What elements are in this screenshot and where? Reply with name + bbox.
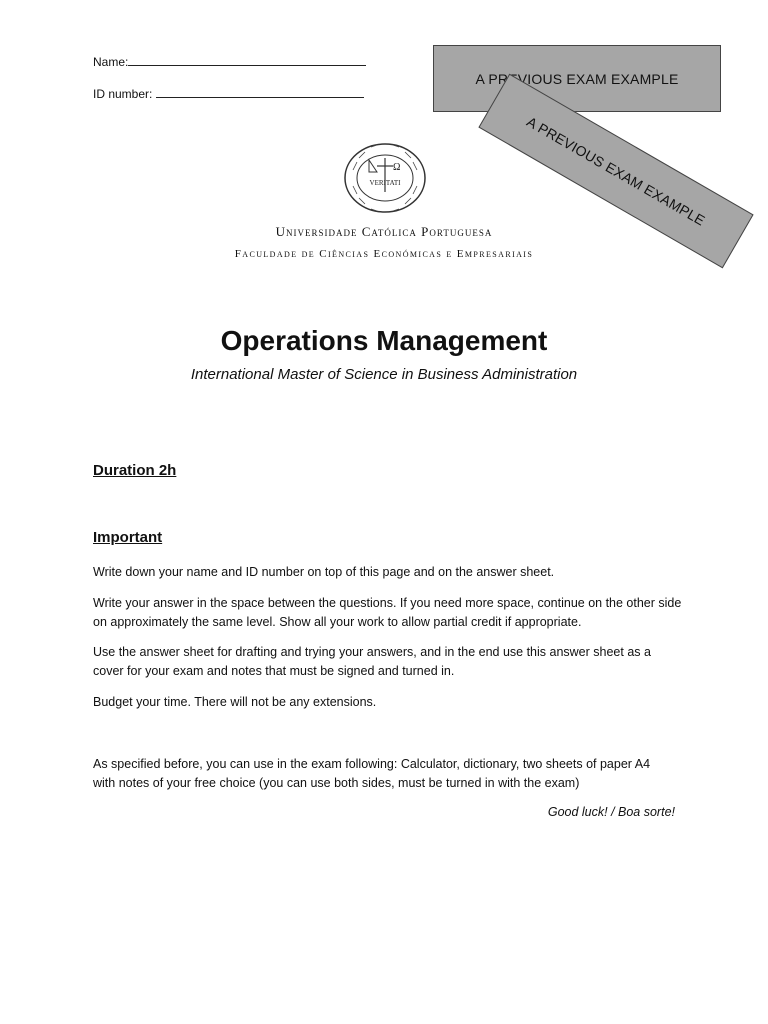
closing-greeting: Good luck! / Boa sorte! — [547, 805, 675, 819]
program-subtitle: International Master of Science in Business Administration — [190, 366, 578, 383]
name-field — [93, 52, 366, 69]
seal-motto: VERITATI — [369, 179, 401, 187]
id-label: ID number: — [93, 87, 153, 101]
university-name: Universidade Católica Portuguesa — [275, 224, 493, 239]
allowed-materials-paragraph: As specified before, you can use in the exam following: Calculator, dictionary, two sheets of paper A4 with notes of your free choice (you can use both sides, must be turned in with the exam) — [93, 757, 651, 790]
id-line — [156, 84, 364, 98]
previous-exam-stamp-label: A PREVIOUS EXAM EXAMPLE — [475, 70, 679, 87]
duration-heading: Duration 2h — [93, 462, 177, 479]
previous-exam-stamp — [433, 45, 721, 112]
svg-text:Ω: Ω — [393, 162, 401, 173]
previous-exam-rotated-label: A PREVIOUS EXAM EXAMPLE — [524, 113, 708, 229]
instruction-paragraph: Use the answer sheet for drafting and trying your answers, and in the end use this answer sheet as a cover for your exam and notes that must be signed and turned in. — [93, 645, 651, 678]
name-label: Name: — [93, 55, 129, 69]
name-line — [128, 52, 366, 66]
page-title: Operations Management — [220, 325, 548, 356]
university-seal-icon — [343, 142, 427, 214]
faculty-name: Faculdade de Ciências Económicas e Empresariais — [234, 248, 534, 260]
id-field — [93, 84, 364, 101]
instruction-paragraph: Budget your time. There will not be any extensions. — [93, 695, 377, 709]
instruction-paragraph: Write your answer in the space between the questions. If you need more space, continue on the other side on approximately the same level. Show all your work to allow partial credit if appropriate. — [93, 596, 682, 629]
important-heading: Important — [93, 529, 163, 546]
instruction-paragraph: Write down your name and ID number on top of this page and on the answer sheet. — [93, 565, 555, 579]
